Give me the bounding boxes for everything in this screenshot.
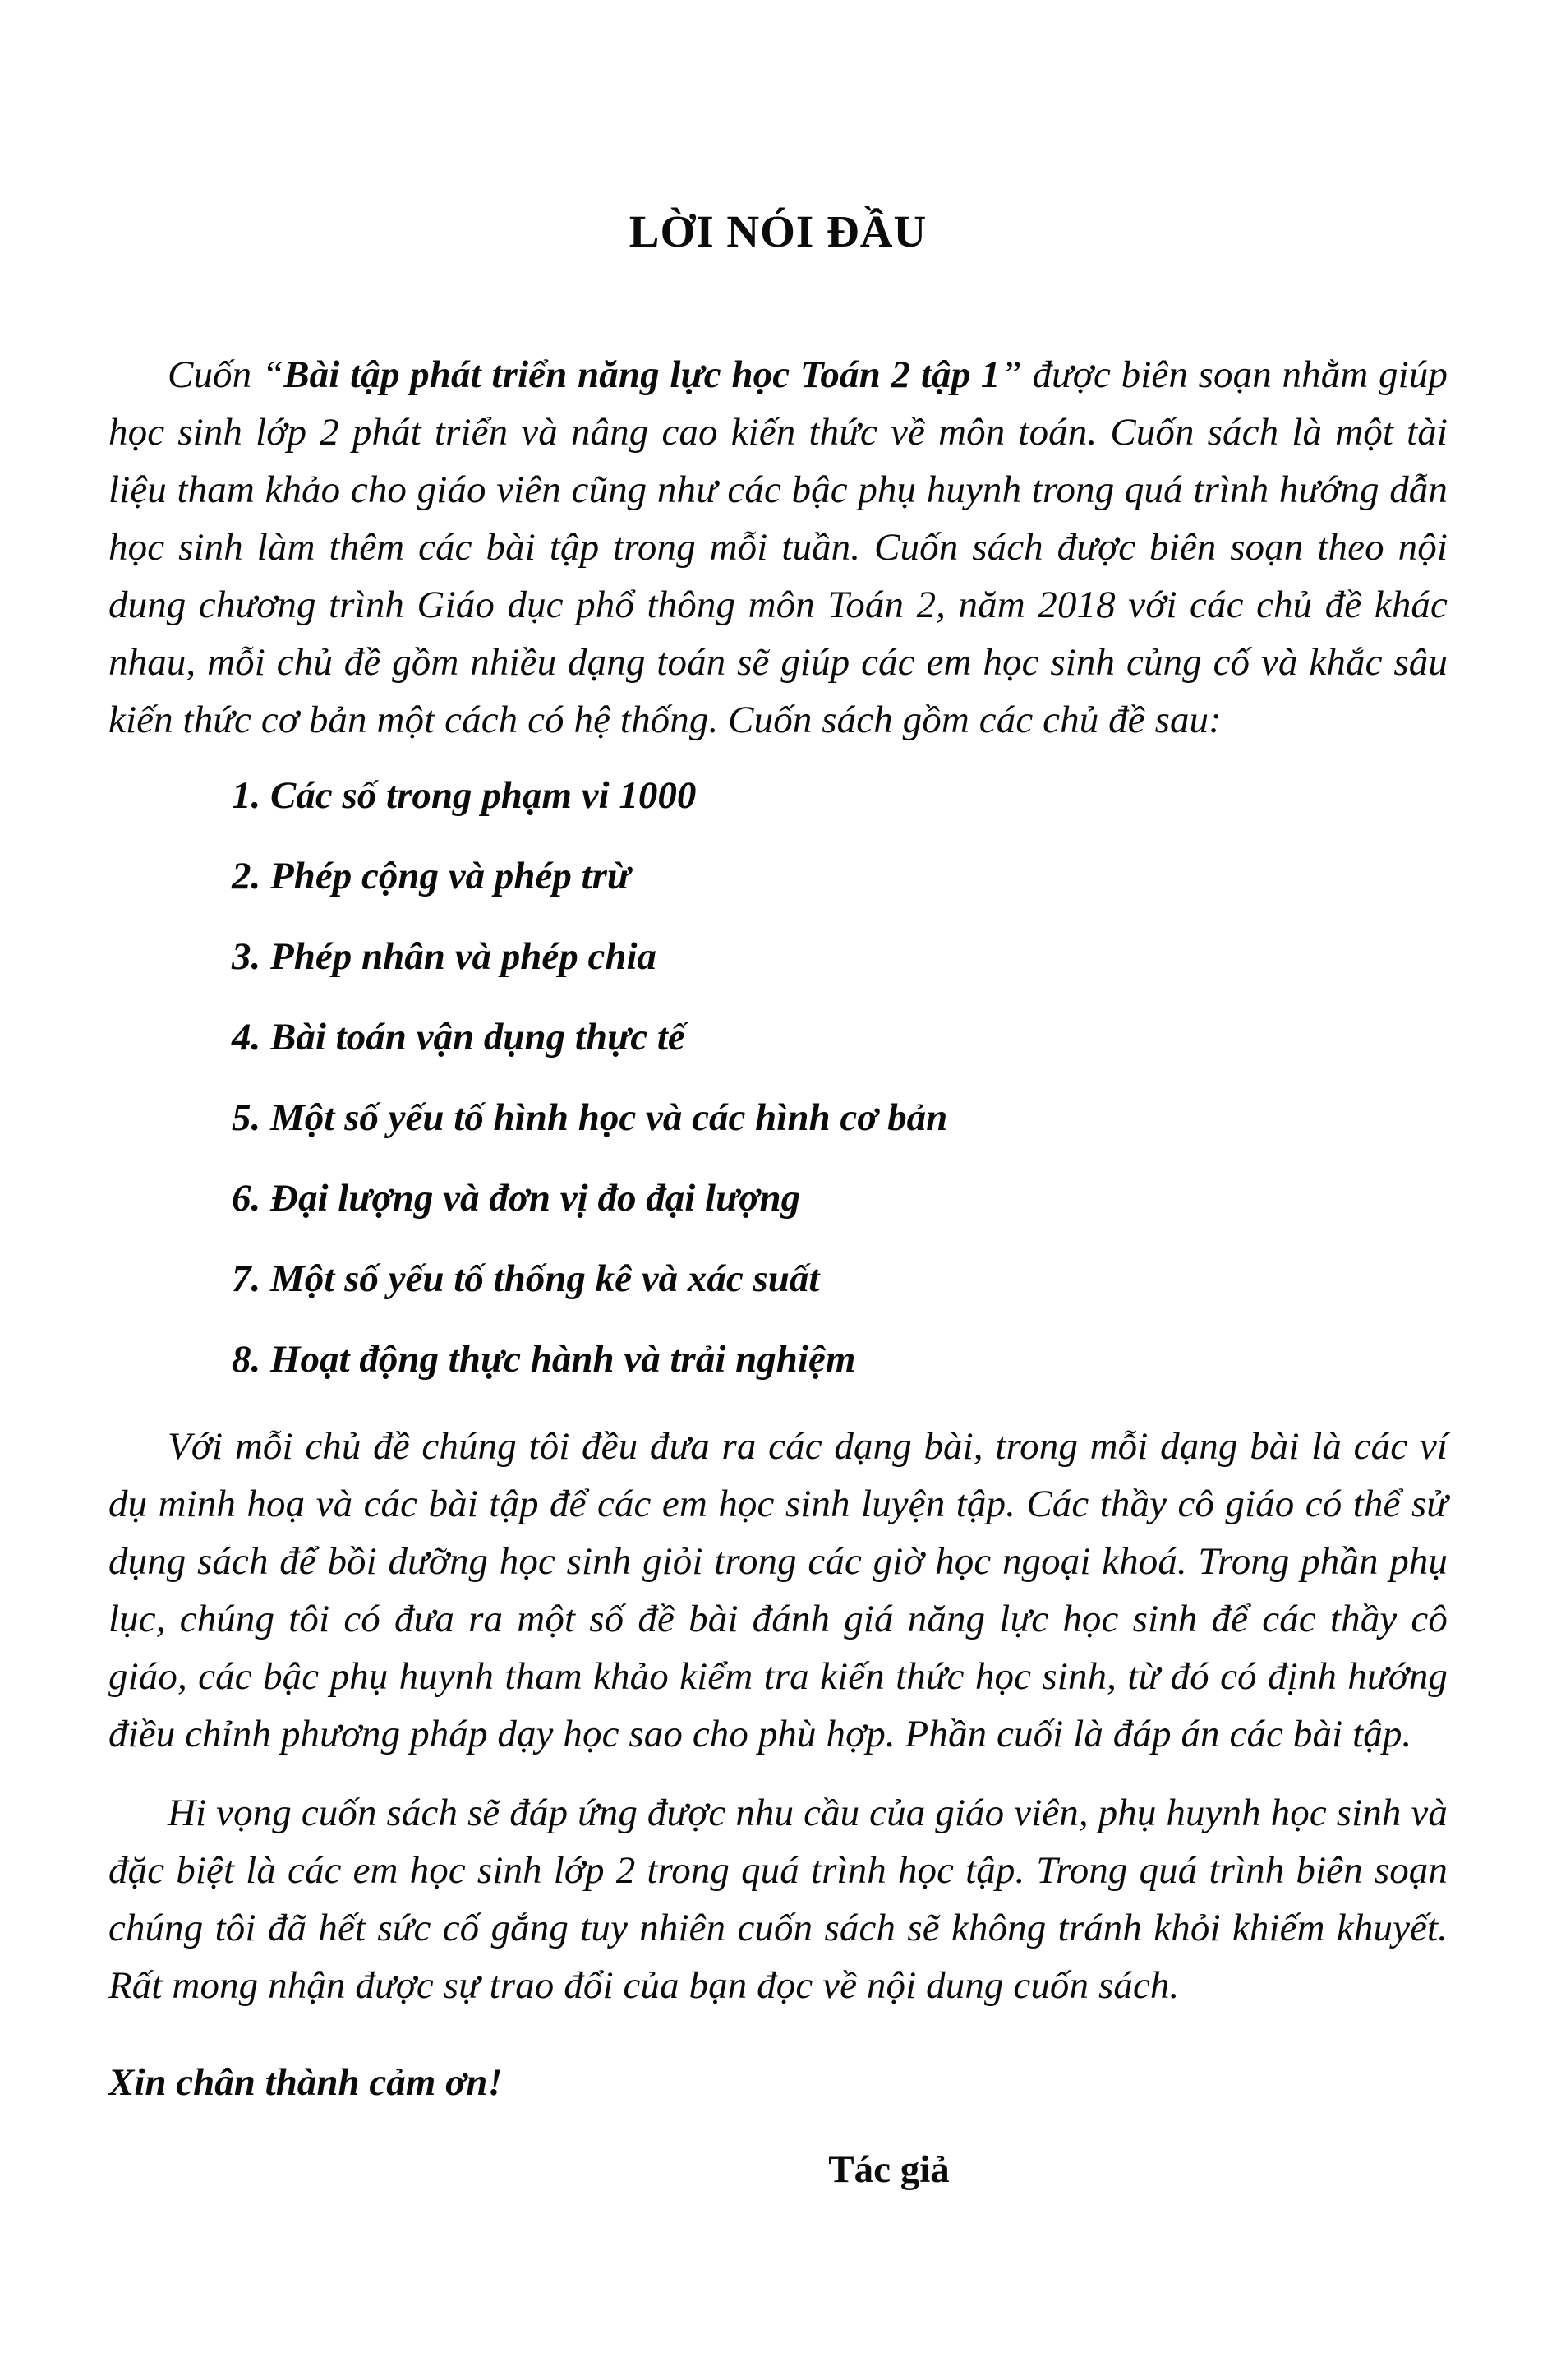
topic-label: Một số yếu tố hình học và các hình cơ bản bbox=[270, 1095, 948, 1139]
page-content bbox=[108, 0, 1448, 2290]
topic-number: 1. bbox=[232, 773, 261, 817]
topic-label: Hoạt động thực hành và trải nghiệm bbox=[270, 1338, 856, 1381]
hope-paragraph: Hi vọng cuốn sách sẽ đáp ứng được nhu cầu của giáo viên, phụ huynh học sinh và đặc biệt là các em học sinh lớp 2 trong quá trình học tập. Trong quá trình biên soạn chúng tôi đã hết sức cố gắng tuy nhiên cuốn sách sẽ không tránh khỏi khiếm khuyết. Rất mong nhận được sự trao đổi của bạn đọc về nội dung cuốn sách. bbox=[108, 1792, 1448, 2008]
list-item bbox=[108, 1257, 1448, 1301]
intro-body-text: được biên soạn nhằm giúp học sinh lớp 2 phát triển và nâng cao kiến thức về môn toán. Cuốn sách là một tài liệu tham khảo cho giáo viên cũng như các bậc phụ huynh trong quá trình hướng dẫn học sinh làm thêm các bài tập trong mỗi tuần. Cuốn sách được biên soạn theo nội dung chương trình Giáo dục phổ thông môn Toán 2, năm 2018 với các chủ đề khác nhau, mỗi chủ đề gồm nhiều dạng toán sẽ giúp các em học sinh củng cố và khắc sâu kiến thức cơ bản một cách có hệ thống. Cuốn sách gồm các chủ đề sau: bbox=[108, 353, 1448, 741]
list-item bbox=[108, 1015, 1448, 1059]
list-item bbox=[108, 1337, 1448, 1381]
topic-label: Đại lượng và đơn vị đo đại lượng bbox=[270, 1176, 801, 1220]
book-title: Bài tập phát triển năng lực học Toán 2 tập 1 bbox=[283, 353, 1001, 396]
topic-number: 6. bbox=[232, 1176, 261, 1220]
thanks-line: Xin chân thành cảm ơn! bbox=[108, 2061, 503, 2105]
list-item bbox=[108, 934, 1448, 979]
list-item bbox=[108, 773, 1448, 818]
intro-close-quote: ” bbox=[1000, 353, 1033, 396]
bottom-spacer bbox=[108, 2192, 1448, 2290]
topic-label: Phép nhân và phép chia bbox=[270, 934, 657, 978]
usage-paragraph: Với mỗi chủ đề chúng tôi đều đưa ra các dạng bài, trong mỗi dạng bài là các ví dụ minh hoạ và các bài tập để các em học sinh luyện tập. Các thầy cô giáo có thể sử dụng sách để bồi dưỡng học sinh giỏi trong các giờ học ngoại khoá. Trong phần phụ lục, chúng tôi có đưa ra một số đề bài đánh giá năng lực học sinh để các thầy cô giáo, các bậc phụ huynh tham khảo kiểm tra kiến thức học sinh, từ đó có định hướng điều chỉnh phương pháp dạy học sao cho phù hợp. Phần cuối là đáp án các bài tập. bbox=[108, 1425, 1448, 1756]
topic-label: Một số yếu tố thống kê và xác suất bbox=[270, 1257, 820, 1301]
topic-number: 3. bbox=[232, 934, 261, 978]
intro-open-quote: “ bbox=[261, 353, 284, 396]
topic-number: 2. bbox=[232, 854, 261, 897]
list-item bbox=[108, 854, 1448, 898]
intro-lead-in: Cuốn bbox=[168, 353, 262, 396]
topic-number: 7. bbox=[232, 1257, 261, 1301]
topic-list bbox=[108, 773, 1448, 1381]
list-item bbox=[108, 1176, 1448, 1220]
topic-number: 5. bbox=[232, 1095, 261, 1139]
author-signature: Tác giả bbox=[828, 2148, 950, 2192]
list-item bbox=[108, 1095, 1448, 1140]
topic-label: Phép cộng và phép trừ bbox=[270, 854, 631, 897]
topic-number: 4. bbox=[232, 1015, 261, 1059]
topic-label: Bài toán vận dụng thực tế bbox=[270, 1015, 685, 1059]
intro-paragraph bbox=[108, 346, 1448, 749]
topic-number: 8. bbox=[232, 1338, 261, 1381]
topic-label: Các số trong phạm vi 1000 bbox=[270, 773, 697, 817]
page-title: LỜI NÓI ĐẦU bbox=[629, 206, 928, 256]
